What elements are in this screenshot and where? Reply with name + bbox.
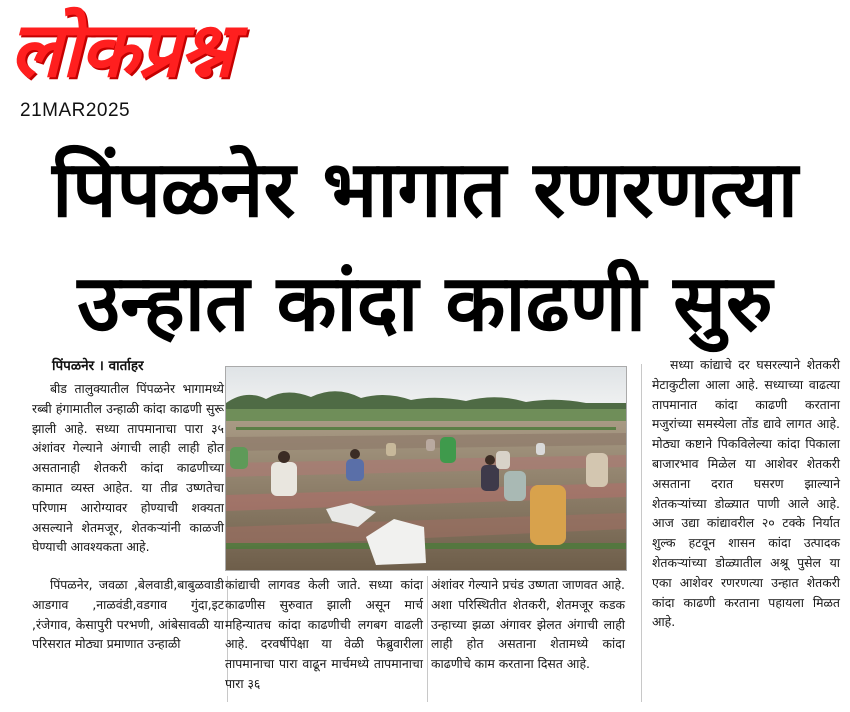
column-divider <box>427 576 428 702</box>
article-column-2 <box>225 575 423 694</box>
article-column-1-bottom <box>32 575 224 654</box>
headline-line-1: पिंपळनेर भागात रणरणत्या <box>52 145 798 235</box>
article-column-4 <box>652 355 840 632</box>
publication-date: 21MAR2025 <box>20 100 131 121</box>
article-column-3 <box>431 575 625 674</box>
paragraph-1: बीड तालुक्यातील पिंपळनेर भागामध्ये रब्बी हंगामातील उन्हाळी कांदा काढणी सुरू झाली आहे. सध्या तापमानाचा पारा ३५ अंशांवर गेल्याने अंगाची लाही लाही होत असतानाही शेतकरी कांदा काढणीच्या कामात व्यस्त आहेत. या तीव्र उष्णतेचा परिणाम आरोग्यावर होण्याची शक्यता असल्याने शेतमजूर, शेतकऱ्यांनी काळजी घेण्याची आवश्यकता आहे. <box>32 381 224 555</box>
paragraph-2: पिंपळनेर, जवळा ,बेलवाडी,बाबुळवाडी आडगाव ,नाळवंडी,वडगाव गुंदा,इट ,रंजेगाव, केसापुरी परभणी, आंबेसावळी या परिसरात मोठ्या प्रमाणात उन्हाळी <box>32 577 224 652</box>
paragraph-3: कांद्याची लागवड केली जाते. सध्या कांदा काढणीस सुरुवात झाली असून मार्च महिन्यातच कांदा काढणीची लगबग वाढली आहे. दरवर्षीपेक्षा या वेळी फेब्रुवारीला तापमानाचा पारा वाढून मार्चमध्ये तापमानाचा पारा ३६ <box>225 577 423 691</box>
paragraph-4: अंशांवर गेल्याने प्रचंड उष्णता जाणवत आहे. अशा परिस्थितीत शेतकरी, शेतमजूर कडक उन्हाच्या झळा अंगावर झेलत अंगाची लाही लाही होत असताना शेतामध्ये कांदा काढणीचे काम करताना दिसत आहे. <box>431 577 625 672</box>
masthead-logo: लोकप्रश्न <box>10 5 233 94</box>
article-column-1-top <box>32 379 224 557</box>
column-divider <box>641 364 642 702</box>
onion-harvest-photo <box>225 366 627 571</box>
paragraph-5: सध्या कांद्याचे दर घसरल्याने शेतकरी मेटाकुटीला आला आहे. सध्याच्या वाढत्या तापमानात कांदा काढणी करताना मजुरांच्या समस्येला तोंड द्यावे लागत आहे. मोठ्या कष्टाने पिकविलेल्या कांदा पिकाला बाजारभाव मिळेल या आशेवर शेतकरी असताना दरात घसरण झाल्याने शेतकऱ्यांच्या डोळ्यात पाणी आले आहे. आज उद्या कांद्यावरील २० टक्के निर्यात शुल्क हटवून शासन कांदा उत्पादक शेतकऱ्यांच्या डोळ्यातील अश्रू पुसेल या एका आशेवर रणरणत्या उन्हात शेतकरी कांदा काढणी करताना पहायला मिळत आहे. <box>652 357 840 630</box>
article-dateline: पिंपळनेर । वार्ताहर <box>52 358 144 374</box>
headline-line-2: उन्हात कांदा काढणी सुरु <box>77 259 773 349</box>
